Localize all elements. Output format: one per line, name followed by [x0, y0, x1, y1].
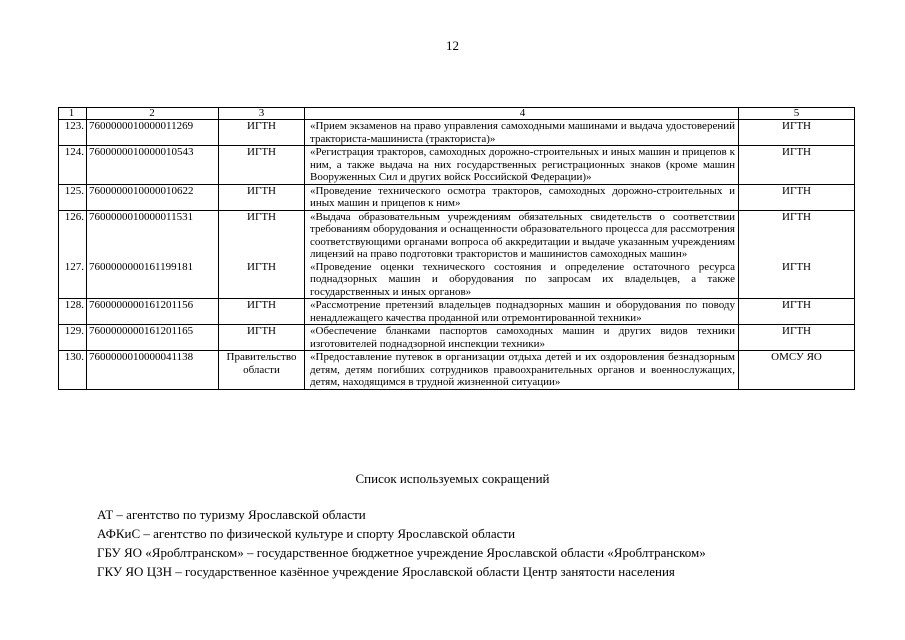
header-col-3: 3 — [219, 108, 305, 120]
service-code: 7600000000161201165 — [87, 325, 219, 351]
page-number: 12 — [446, 38, 459, 53]
executor: ИГТН — [739, 146, 855, 185]
header-col-2: 2 — [87, 108, 219, 120]
services-table — [58, 107, 855, 390]
abbreviations-title: Список используемых сокращений — [355, 471, 550, 486]
abbreviation-item: ГБУ ЯО «Яроблтранском» – государственное бюджетное учреждение Ярославской области «Яроблтранском» — [97, 545, 706, 560]
row-number: 125. — [59, 184, 87, 210]
header-col-4: 4 — [305, 108, 739, 120]
service-name: «Рассмотрение претензий владельцев поднадзорных машин и оборудования по поводу ненадлежащего качества проданной или отремонтированной техники» — [305, 299, 739, 325]
abbreviation-item: АТ – агентство по туризму Ярославской области — [97, 507, 366, 522]
service-code: 7600000010000041138 — [87, 351, 219, 390]
row-number: 124. — [59, 146, 87, 185]
responsible-org: ИГТН — [219, 120, 305, 146]
service-name: «Проведение оценки технического состояния и определение остаточного ресурса поднадзорных машин и оборудования по запросам их владельцев, а также государственных и иных органов» — [305, 261, 739, 299]
responsible-org: ИГТН — [219, 299, 305, 325]
executor: ИГТН — [739, 184, 855, 210]
header-col-5: 5 — [739, 108, 855, 120]
service-code: 7600000010000011531 — [87, 210, 219, 261]
executor: ИГТН — [739, 261, 855, 299]
row-number: 123. — [59, 120, 87, 146]
executor: ИГТН — [739, 120, 855, 146]
abbreviations-list — [97, 505, 706, 581]
service-name: «Регистрация тракторов, самоходных дорожно-строительных и иных машин и прицепов к ним, а также выдача на них государственных регистрационных знаков (кроме машин Вооруженных Сил и других войск Российской Федерации)» — [305, 146, 739, 185]
table-row — [59, 120, 855, 146]
responsible-org: ИГТН — [219, 261, 305, 299]
table-row — [59, 261, 855, 299]
service-name: «Обеспечение бланками паспортов самоходных машин и других видов техники изготовителей поднадзорной инспекции техники» — [305, 325, 739, 351]
table-row — [59, 351, 855, 390]
service-code: 7600000010000011269 — [87, 120, 219, 146]
table-header-row — [59, 108, 855, 120]
table-row — [59, 210, 855, 261]
service-code: 7600000010000010543 — [87, 146, 219, 185]
table-row — [59, 146, 855, 185]
table-row — [59, 325, 855, 351]
service-name: «Прием экзаменов на право управления самоходными машинами и выдача удостоверений тракториста-машиниста (тракториста)» — [305, 120, 739, 146]
service-name: «Выдача образовательным учреждениям обязательных свидетельств о соответствии требованиям оборудования и оснащенности образовательного процесса для рассмотрения соответствующими органами вопроса об аккредитации и выдаче указанным учреждениям лицензий на право подготовки трактористов и машинистов самоходных машин» — [305, 210, 739, 261]
responsible-org: ИГТН — [219, 146, 305, 185]
table-row — [59, 299, 855, 325]
responsible-org: ИГТН — [219, 325, 305, 351]
service-name: «Предоставление путевок в организации отдыха детей и их оздоровления безнадзорным детям, детям погибших сотрудников правоохранительных органов и военнослужащих, детям, находящимся в трудной жизненной ситуации» — [305, 351, 739, 390]
abbreviation-item: АФКиС – агентство по физической культуре и спорту Ярославской области — [97, 526, 516, 541]
header-col-1: 1 — [59, 108, 87, 120]
executor: ОМСУ ЯО — [739, 351, 855, 390]
service-code: 7600000000161201156 — [87, 299, 219, 325]
responsible-org: ИГТН — [219, 184, 305, 210]
executor: ИГТН — [739, 210, 855, 261]
abbreviation-item: ГКУ ЯО ЦЗН – государственное казённое учреждение Ярославской области Центр занятости населения — [97, 564, 675, 579]
executor: ИГТН — [739, 325, 855, 351]
row-number: 130. — [59, 351, 87, 390]
row-number: 126. — [59, 210, 87, 261]
table-row — [59, 184, 855, 210]
row-number: 128. — [59, 299, 87, 325]
responsible-org: ИГТН — [219, 210, 305, 261]
executor: ИГТН — [739, 299, 855, 325]
row-number: 129. — [59, 325, 87, 351]
row-number: 127. — [59, 261, 87, 299]
responsible-org: Правительство области — [219, 351, 305, 390]
service-code: 7600000000161199181 — [87, 261, 219, 299]
service-code: 7600000010000010622 — [87, 184, 219, 210]
service-name: «Проведение технического осмотра тракторов, самоходных дорожно-строительных и иных машин и прицепов к ним» — [305, 184, 739, 210]
